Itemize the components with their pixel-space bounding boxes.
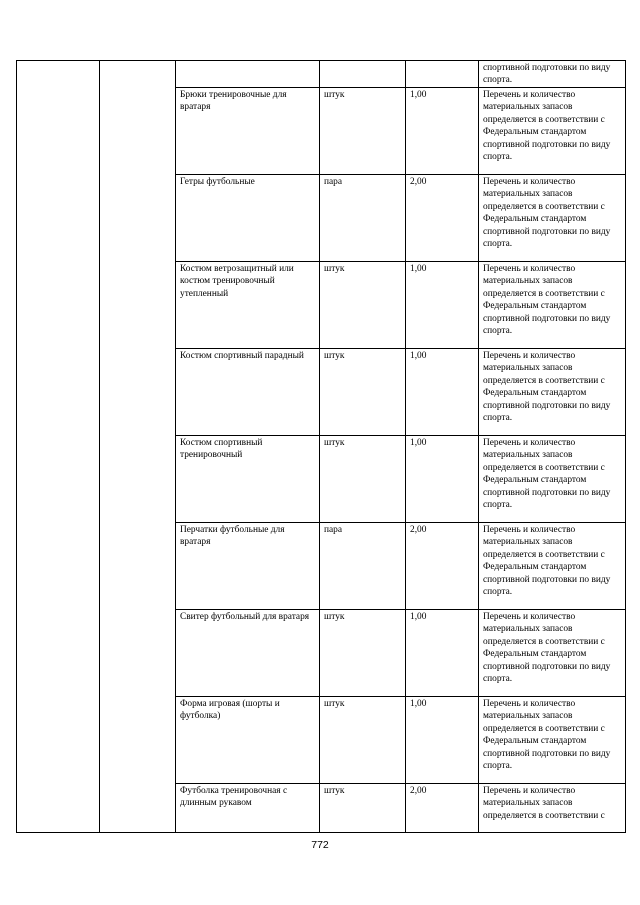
unit-cell <box>320 61 406 88</box>
quantity-cell: 2,00 <box>406 523 479 610</box>
quantity-cell: 2,00 <box>406 784 479 833</box>
unit-cell: пара <box>320 175 406 262</box>
quantity-cell <box>406 61 479 88</box>
quantity-cell: 1,00 <box>406 88 479 175</box>
note-cell: Перечень и количество материальных запасов определяется в соответствии с Федеральным стандартом спортивной подготовки по виду спорта. <box>479 349 626 436</box>
table-row-continuation <box>17 61 626 88</box>
quantity-cell: 2,00 <box>406 175 479 262</box>
quantity-cell: 1,00 <box>406 697 479 784</box>
merged-cell-col2 <box>100 61 176 833</box>
merged-cell-col1 <box>17 61 100 833</box>
note-cell: Перечень и количество материальных запасов определяется в соответствии с Федеральным стандартом спортивной подготовки по виду спорта. <box>479 262 626 349</box>
note-cell: Перечень и количество материальных запасов определяется в соответствии с <box>479 784 626 833</box>
item-name-cell <box>176 61 320 88</box>
item-name-cell: Свитер футбольный для вратаря <box>176 610 320 697</box>
note-cell: Перечень и количество материальных запасов определяется в соответствии с Федеральным стандартом спортивной подготовки по виду спорта. <box>479 697 626 784</box>
unit-cell: штук <box>320 349 406 436</box>
quantity-cell: 1,00 <box>406 436 479 523</box>
item-name-cell: Футболка тренировочная с длинным рукавом <box>176 784 320 833</box>
note-cell: спортивной подготовки по виду спорта. <box>479 61 626 88</box>
unit-cell: пара <box>320 523 406 610</box>
unit-cell: штук <box>320 784 406 833</box>
unit-cell: штук <box>320 262 406 349</box>
note-cell: Перечень и количество материальных запасов определяется в соответствии с Федеральным стандартом спортивной подготовки по виду спорта. <box>479 436 626 523</box>
page-number: 772 <box>311 839 329 851</box>
quantity-cell: 1,00 <box>406 349 479 436</box>
note-cell: Перечень и количество материальных запасов определяется в соответствии с Федеральным стандартом спортивной подготовки по виду спорта. <box>479 523 626 610</box>
quantity-cell: 1,00 <box>406 610 479 697</box>
note-cell: Перечень и количество материальных запасов определяется в соответствии с Федеральным стандартом спортивной подготовки по виду спорта. <box>479 88 626 175</box>
quantity-cell: 1,00 <box>406 262 479 349</box>
item-name-cell: Костюм спортивный тренировочный <box>176 436 320 523</box>
item-name-cell: Перчатки футбольные для вратаря <box>176 523 320 610</box>
unit-cell: штук <box>320 88 406 175</box>
unit-cell: штук <box>320 697 406 784</box>
note-cell: Перечень и количество материальных запасов определяется в соответствии с Федеральным стандартом спортивной подготовки по виду спорта. <box>479 175 626 262</box>
item-name-cell: Костюм спортивный парадный <box>176 349 320 436</box>
item-name-cell: Форма игровая (шорты и футболка) <box>176 697 320 784</box>
materials-table <box>16 60 626 833</box>
item-name-cell: Костюм ветрозащитный или костюм тренировочный утепленный <box>176 262 320 349</box>
note-cell: Перечень и количество материальных запасов определяется в соответствии с Федеральным стандартом спортивной подготовки по виду спорта. <box>479 610 626 697</box>
unit-cell: штук <box>320 436 406 523</box>
unit-cell: штук <box>320 610 406 697</box>
item-name-cell: Гетры футбольные <box>176 175 320 262</box>
item-name-cell: Брюки тренировочные для вратаря <box>176 88 320 175</box>
